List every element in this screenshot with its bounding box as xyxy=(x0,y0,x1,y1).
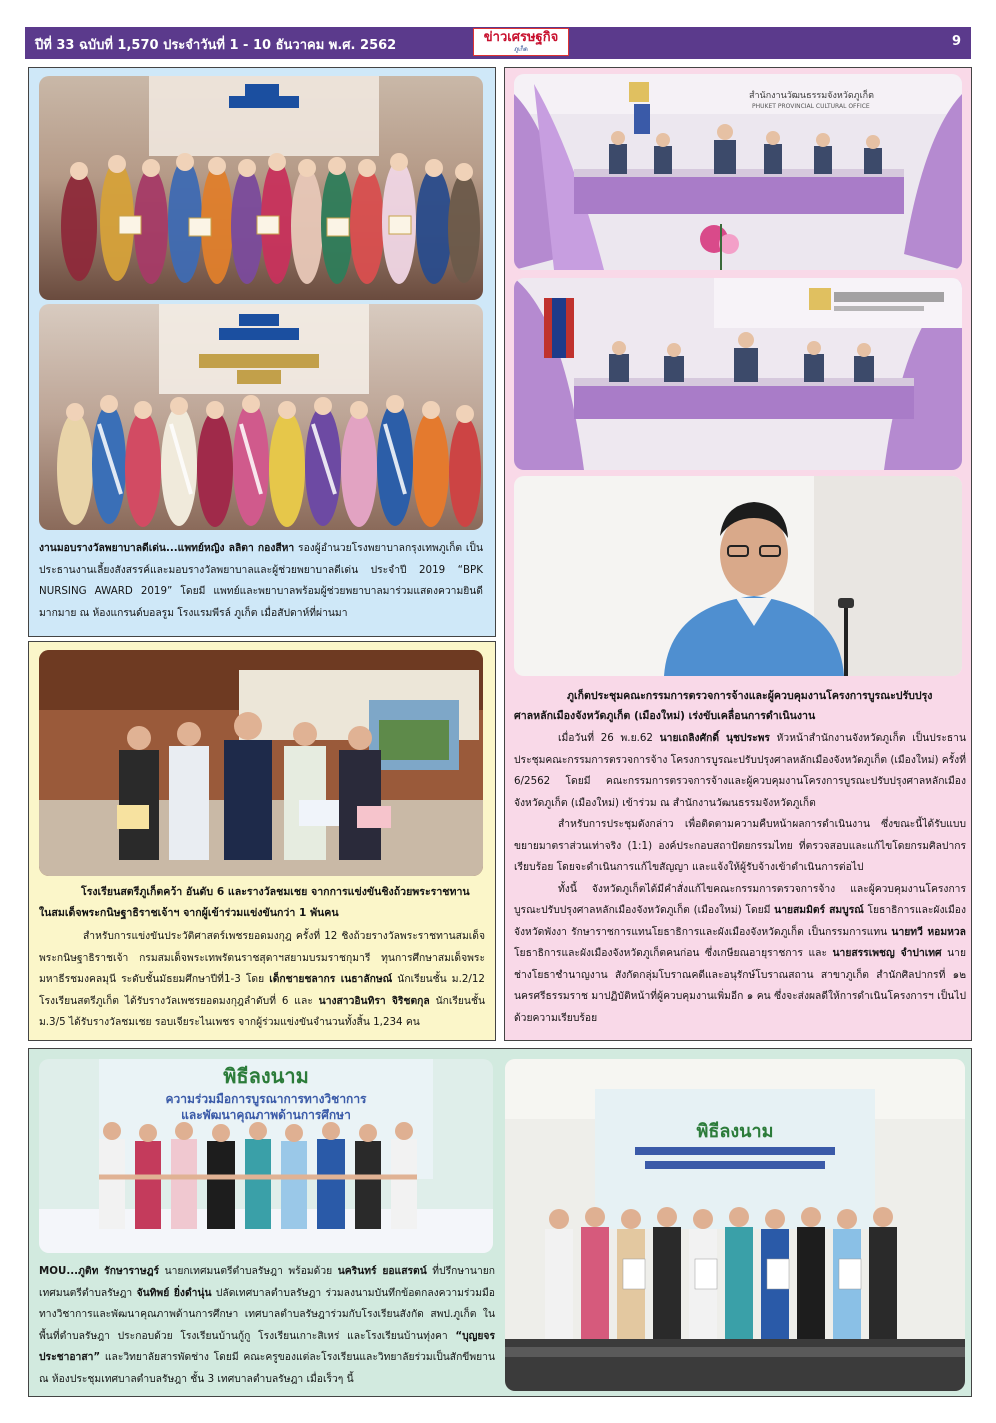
page-number: 9 xyxy=(951,34,961,49)
nursing-award-article xyxy=(28,67,496,637)
mou-caption-lead: MOU...ภูติท รักษาราษฎร์ xyxy=(39,1265,160,1277)
meeting-headline-line1: ภูเก็ตประชุมคณะกรรมการตรวจการจ้างและผู้ควบคุมงานโครงการบูรณะปรับปรุง xyxy=(567,690,933,702)
school-headline xyxy=(81,882,481,903)
mou-signing-photo xyxy=(505,1059,965,1391)
meeting-sign-thai: สำนักงานวัฒนธรรมจังหวัดภูเก็ต xyxy=(749,91,874,101)
school-award-photo xyxy=(39,650,483,876)
school-headline-2 xyxy=(39,903,485,924)
meeting-paragraph-1: เมื่อวันที่ 26 พ.ย.62 นายเถลิงศักดิ์ นุชประพร หัวหน้าสำนักงานจังหวัดภูเก็ต เป็นประธานประชุมคณะกรรมการตรวจการจ้าง โครงการบูรณะปรับปรุงศาลหลักเมืองจังหวัดภูเก็ต (เมืองใหม่) ครั้งที่ 6/2562 โดยมี คณะกรรมการตรวจการจ้างและผู้ควบคุมงานโครงการบูรณะปรับปรุงศาลหลักเมืองจังหวัดภูเก็ต (เมืองใหม่) เข้าร่วม ณ สำนักงานวัฒนธรรมจังหวัดภูเก็ต xyxy=(514,732,967,809)
meeting-article xyxy=(504,67,972,1041)
mou-caption: MOU...ภูติท รักษาราษฎร์ นายกเทศมนตรีตำบลรัษฎา พร้อมด้วย นครินทร์ ยอแสรตน์ ที่ปรึกษานายกเทศมนตรีตำบลรัษฎา จันทิพย์ ยิ่งดำนุ่น ปลัดเทศบาลตำบลรัษฎา ร่วมลงนามบันทึกข้อตกลงความร่วมมือทางวิชาการและพัฒนาคุณภาพด้านการศึกษา เทศบาลตำบลรัษฎาร่วมกับโรงเรียนสังกัด สพป.ภูเก็ต ในพื้นที่ตำบลรัษฎา ประกอบด้วย โรงเรียนบ้านกู้กู โรงเรียนเกาะสิเหร่ และโรงเรียนบ้านทุ่งคา “บุญยจรประชาอาสา” และวิทยาลัยสารพัดช่าง โดยมี คณะครูของแต่ละโรงเรียนและวิทยาลัยร่วมเป็นสักขีพยาน ณ ห้องประชุมเทศบาลตำบลรัษฎา ชั้น 3 เทศบาลตำบลรัษฎา เมื่อเร็วๆ นี้ xyxy=(39,1265,496,1385)
svg-text:พิธีลงนาม: พิธีลงนาม xyxy=(696,1121,774,1142)
mou-group-photo xyxy=(39,1059,493,1253)
meeting-sign-eng: PHUKET PROVINCIAL CULTURAL OFFICE xyxy=(752,103,870,110)
meeting-headline-2 xyxy=(514,706,966,726)
masthead-logo xyxy=(473,28,569,56)
masthead-subtitle: ภูเก็ต xyxy=(514,46,528,53)
school-article xyxy=(28,641,496,1041)
meeting-headline-line2: ศาลหลักเมืองจังหวัดภูเก็ต (เมืองใหม่) เร่งขับเคลื่อนการดำเนินงาน xyxy=(514,710,816,722)
mou-banner-title: พิธีลงนาม xyxy=(223,1064,309,1088)
school-student-1: เด็กชายชลากร เนธาลักษณ์ xyxy=(269,973,393,985)
nursing-award-photo-1 xyxy=(39,76,483,300)
meeting-paragraph-3: ทั้งนี้ จังหวัดภูเก็ตได้มีคำสั่งแก้ไขคณะกรรมการตรวจการจ้าง และผู้ควบคุมงานโครงการบูรณะปรับปรุงศาลหลักเมืองจังหวัดภูเก็ต (เมืองใหม่) โดยมี นายสมมิตร์ สมบูรณ์ โยธาธิการและผังเมืองจังหวัดพังงา รักษาราชการแทนโยธาธิการและผังเมืองจังหวัดภูเก็ต เป็นกรรมการแทน นายทวี หอมหวล โยธาธิการและผังเมืองจังหวัดภูเก็ตคนก่อน ซึ่งเกษียณอายุราชการ และ นายสรรเพชญ จำปาเทศ นายช่างโยธาชำนาญงาน สังกัดกลุ่มโบราณคดีและอนุรักษ์โบราณสถาน สาขาภูเก็ต สำนักศิลปากรที่ ๑๒ นครศรีธรรมราช มาปฏิบัติหน้าที่ผู้ควบคุมงานเพิ่มอีก ๑ คน ซึ่งจะส่งผลดีให้การดำเนินโครงการฯ เป็นไปด้วยความเรียบร้อย xyxy=(514,882,967,1024)
meeting-photo-2 xyxy=(514,278,962,470)
meeting-body xyxy=(514,728,966,1029)
school-student-2: นางสาวอินทิรา จิริชตกุล xyxy=(318,994,430,1007)
issue-info: ปีที่ 33 ฉบับที่ 1,570 ประจำวันที่ 1 - 10 ธันวาคม พ.ศ. 2562 xyxy=(35,38,397,53)
nursing-award-caption xyxy=(39,538,483,624)
mou-banner-line3: และพัฒนาคุณภาพด้านการศึกษา xyxy=(181,1108,351,1122)
mou-banner-line2: ความร่วมมือการบูรณาการทางวิชาการ xyxy=(165,1092,367,1106)
school-body: สำหรับการแข่งขันประวัติศาสตร์เพชรยอดมงกุฎ ครั้งที่ 12 ชิงถ้วยรางวัลพระราชทานสมเด็จพระกนิษฐาธิราชเจ้า กรมสมเด็จพระเทพรัตนราชสุดาฯสยามบรมราชกุมารี ทุนการศึกษาสมเด็จพระมหาธีรชมงคลมุนี ระดับชั้นมัธยมศึกษาปีที่1-3 โดย เด็กชายชลากร เนธาลักษณ์ นักเรียนชั้น ม.2/12 โรงเรียนสตรีภูเก็ต ได้รับรางวัลเพชรยอดมงกุฎลำดับที่ 6 และ นางสาวอินทิรา จิริชตกุล นักเรียนชั้น ม.3/5 ได้รับรางวัลชมเชย รอบเจียระไนเพชร จากผู้ร่วมแข่งขันจำนวนทั้งสิ้น 1,234 คน xyxy=(39,930,485,1028)
mou-article xyxy=(28,1048,972,1397)
school-headline-line1: โรงเรียนสตรีภูเก็ตคว้า อันดับ 6 และรางวัลชมเชย จากการแข่งขันชิงถ้วยพระราชทาน xyxy=(81,886,470,898)
page-header xyxy=(25,27,971,59)
meeting-portrait-photo xyxy=(514,476,962,676)
nursing-caption-lead: งานมอบรางวัลพยาบาลดีเด่น...แพทย์หญิง ลลิตา กองสีหา xyxy=(39,542,295,554)
meeting-photo-1 xyxy=(514,74,962,270)
meeting-chair-name: นายเถลิงศักดิ์ นุชประพร xyxy=(659,732,770,744)
meeting-paragraph-2: สำหรับการประชุมดังกล่าว เพื่อติดตามความคืบหน้าผลการดำเนินงาน ซึ่งขณะนี้ได้รับแบบขยายมาตราส่วนเท่าจริง (1:1) องค์ประกอบสถาปัตยกรรมไทย ที่ตรวจสอบและแก้ไขโดยกรมศิลปากรเรียบร้อย โดยจะดำเนินการแก้ไขสัญญา และแจ้งให้ผู้รับจ้างเข้าดำเนินการต่อไป xyxy=(514,818,966,873)
nursing-caption-body: รองผู้อำนวยโรงพยาบาลกรุงเทพภูเก็ต เป็นประธานงานเลี้ยงสังสรรค์และมอบรางวัลพยาบาลและผู้ช่วยพยาบาลดีเด่น ประจำปี 2019 “BPK NURSING AWARD 2019” โดยมี แพทย์และพยาบาลพร้อมผู้ช่วยพยาบาลมาร่วมแสดงความยินดีมากมาย ณ ห้องแกรนด์บอลรูม โรงแรมพีรล์ ภูเก็ต เมื่อสัปดาห์ที่ผ่านมา xyxy=(39,542,483,619)
meeting-headline xyxy=(567,686,967,706)
nursing-award-photo-2 xyxy=(39,304,483,530)
school-headline-line2: ในสมเด็จพระกนิษฐาธิราชเจ้าฯ จากผู้เข้าร่วมแข่งขันกว่า 1 พันคน xyxy=(39,907,339,919)
masthead-title: ข่าวเศรษฐกิจ xyxy=(483,30,559,45)
